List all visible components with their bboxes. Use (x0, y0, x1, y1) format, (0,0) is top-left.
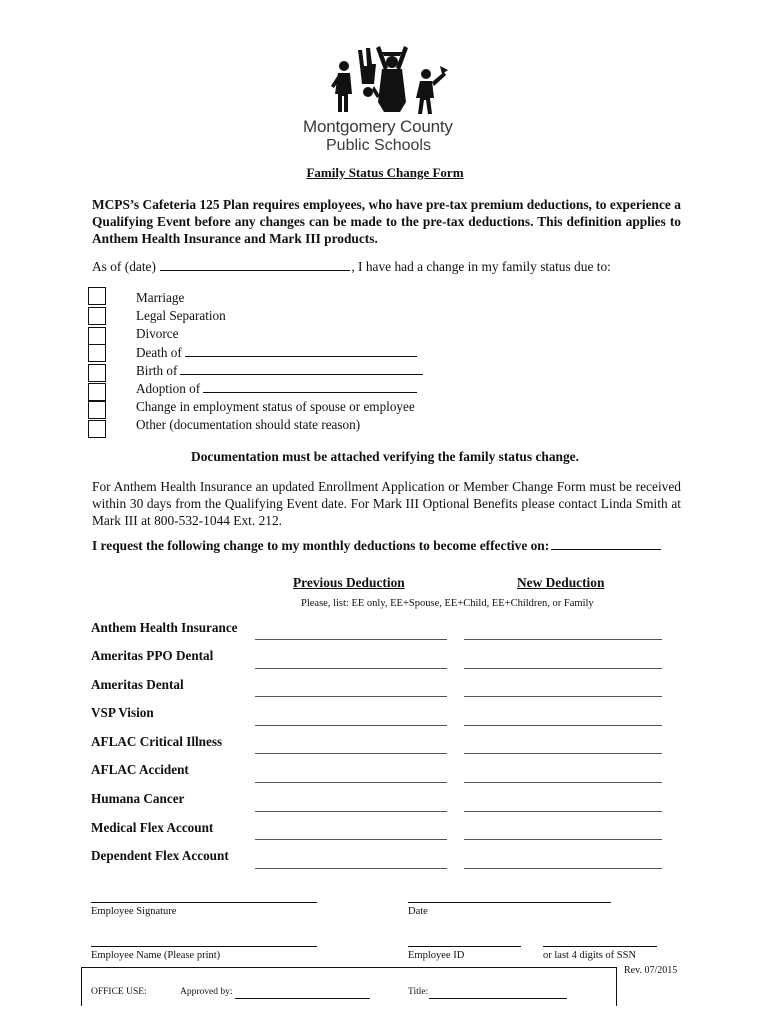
previous-deduction-field[interactable] (255, 868, 447, 869)
benefit-label: Humana Cancer (91, 791, 185, 806)
approved-by-field[interactable] (235, 998, 370, 999)
checkbox-employment-change[interactable] (88, 401, 106, 419)
date-label: Date (408, 906, 428, 917)
employee-id-label: Employee ID (408, 950, 465, 961)
benefit-label: Dependent Flex Account (91, 848, 229, 863)
employee-name-field[interactable] (91, 946, 317, 947)
revision-label: Rev. 07/2015 (624, 965, 678, 976)
org-name-line1: Montgomery County (303, 117, 453, 136)
documentation-note: Documentation must be attached verifying the family status change. (191, 449, 579, 464)
new-deduction-field[interactable] (464, 696, 662, 697)
as-of-label: As of (date) (92, 259, 156, 274)
employee-name-label: Employee Name (Please print) (91, 950, 221, 961)
checkbox-marriage[interactable] (88, 287, 106, 305)
previous-deduction-field[interactable] (255, 839, 447, 840)
benefit-label: Medical Flex Account (91, 820, 214, 835)
status-options-list (136, 289, 423, 435)
benefit-label: Ameritas PPO Dental (91, 648, 214, 663)
checkbox-other[interactable] (88, 420, 106, 438)
death-of-field[interactable] (185, 345, 417, 357)
option-label: Change in employment status of spouse or employee (136, 399, 415, 415)
option-label: Death of (136, 344, 182, 360)
previous-deduction-field[interactable] (255, 725, 447, 726)
benefit-label: Ameritas Dental (91, 677, 184, 692)
office-use-label: OFFICE USE: (91, 987, 147, 997)
employee-id-field[interactable] (408, 946, 521, 947)
approved-by-label: Approved by: (180, 987, 233, 997)
title-field[interactable] (429, 998, 567, 999)
org-name-line2: Public Schools (326, 137, 431, 154)
adoption-of-field[interactable] (203, 381, 417, 393)
previous-deduction-field[interactable] (255, 782, 447, 783)
as-of-date-field[interactable] (160, 259, 350, 271)
date-field[interactable] (408, 902, 611, 903)
option-label: Other (documentation should state reason) (136, 417, 361, 433)
benefit-label: Anthem Health Insurance (91, 620, 238, 635)
new-deduction-field[interactable] (464, 839, 662, 840)
new-deduction-field[interactable] (464, 868, 662, 869)
employee-signature-label: Employee Signature (91, 906, 177, 917)
title-label: Title: (408, 987, 429, 997)
previous-deduction-header: Previous Deduction (293, 575, 405, 590)
previous-deduction-field[interactable] (255, 639, 447, 640)
request-effective-row (92, 538, 661, 554)
new-deduction-field[interactable] (464, 668, 662, 669)
ssn-field[interactable] (543, 946, 657, 947)
checkbox-death-of[interactable] (88, 344, 106, 362)
as-of-suffix: , I have had a change in my family status due to: (351, 259, 611, 274)
new-deduction-field[interactable] (464, 725, 662, 726)
new-deduction-field[interactable] (464, 639, 662, 640)
new-deduction-field[interactable] (464, 753, 662, 754)
as-of-date-row (92, 259, 611, 275)
new-deduction-field[interactable] (464, 782, 662, 783)
option-label: Birth of (136, 362, 178, 378)
checkbox-divorce[interactable] (88, 327, 106, 345)
benefit-label: VSP Vision (91, 705, 154, 720)
form-title: Family Status Change Form (306, 165, 464, 180)
effective-date-field[interactable] (551, 538, 661, 550)
new-deduction-header: New Deduction (517, 575, 605, 590)
office-use-box (81, 967, 617, 1006)
previous-deduction-field[interactable] (255, 811, 447, 812)
request-label: I request the following change to my monthly deductions to become effective on: (92, 538, 550, 553)
previous-deduction-field[interactable] (255, 668, 447, 669)
mcps-logo-icon (330, 42, 448, 118)
checkbox-birth-of[interactable] (88, 364, 106, 382)
ssn-label: or last 4 digits of SSN (543, 950, 637, 961)
checkbox-adoption-of[interactable] (88, 383, 106, 401)
coverage-hint: Please, list: EE only, EE+Spouse, EE+Child, EE+Children, or Family (301, 598, 594, 609)
benefit-label: AFLAC Accident (91, 762, 189, 777)
benefit-label: AFLAC Critical Illness (91, 734, 223, 749)
new-deduction-field[interactable] (464, 811, 662, 812)
anthem-note: For Anthem Health Insurance an updated Enrollment Application or Member Change Form must be received within 30 days from the Qualifying Event date. For Mark III Optional Benefits please contact Linda Smith at Mark III at 800-532-1044 Ext. 212. (92, 479, 681, 528)
employee-signature-field[interactable] (91, 902, 317, 903)
birth-of-field[interactable] (180, 363, 423, 375)
option-label: Legal Separation (136, 308, 226, 324)
option-label: Marriage (136, 290, 185, 305)
option-label: Adoption of (136, 381, 201, 397)
checkbox-legal-separation[interactable] (88, 307, 106, 325)
option-label: Divorce (136, 326, 179, 342)
previous-deduction-field[interactable] (255, 753, 447, 754)
intro-paragraph: MCPS’s Cafeteria 125 Plan requires employees, who have pre-tax premium deductions, to experience a Qualifying Event before any changes can be made to the pre-tax deductions. This definition applies to Anthem Health Insurance and Mark III products. (92, 197, 681, 246)
previous-deduction-field[interactable] (255, 696, 447, 697)
